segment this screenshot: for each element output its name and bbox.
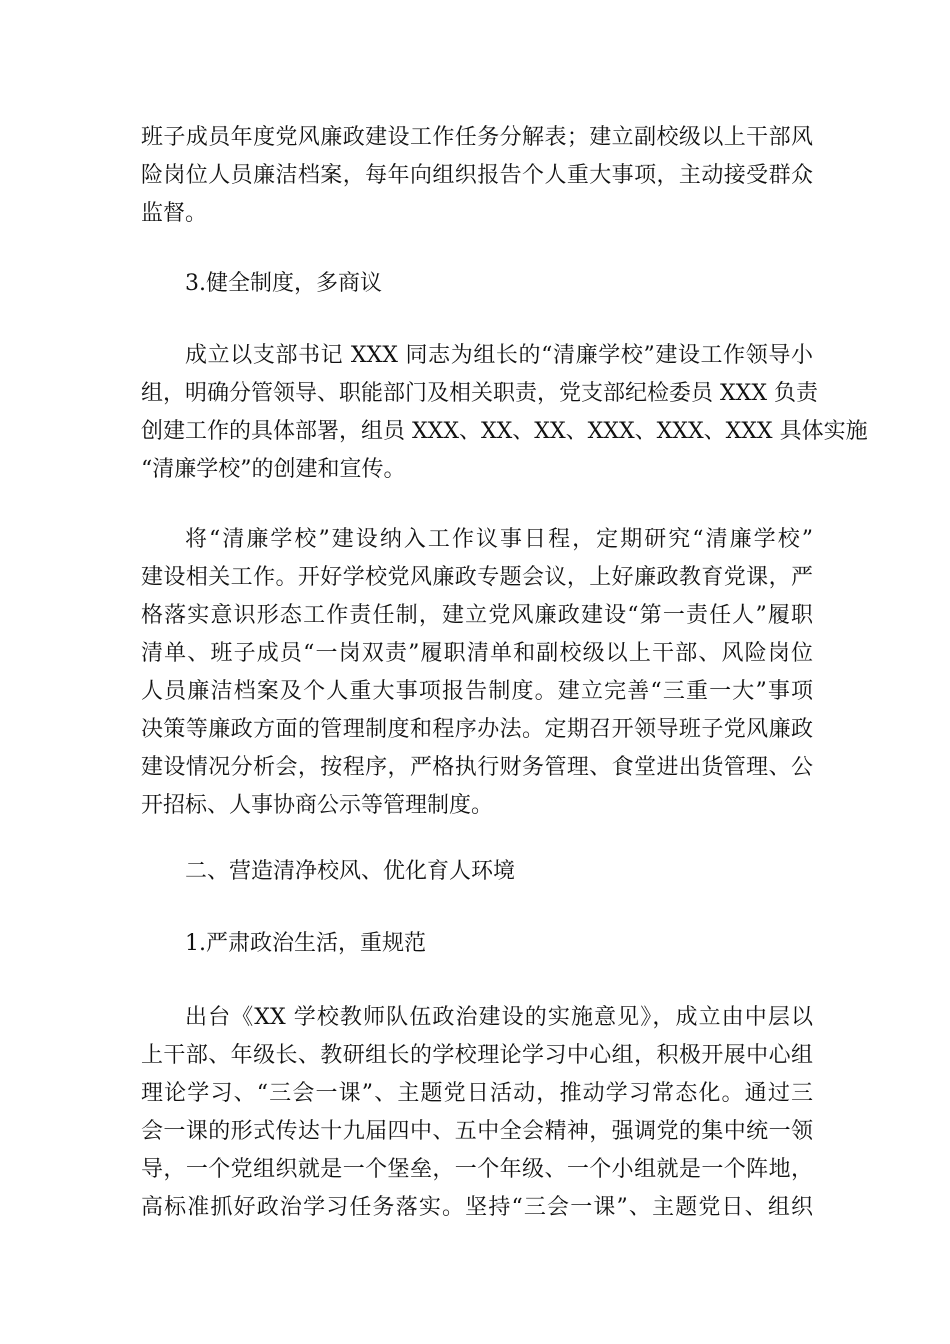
text-line: 组，明确分管领导、职能部门及相关职责，党支部纪检委员 XXX 负责 [141, 381, 818, 406]
text-line: 将“清廉学校”建设纳入工作议事日程，定期研究“清廉学校” [185, 527, 813, 552]
text-line: 成立以支部书记 XXX 同志为组长的“清廉学校”建设工作领导小 [185, 343, 813, 368]
text-line: 格落实意识形态工作责任制，建立党风廉政建设“第一责任人”履职 [141, 603, 813, 628]
text-line: 会一课的形式传达十九届四中、五中全会精神，强调党的集中统一领 [141, 1119, 813, 1144]
text-line: 出台《XX 学校教师队伍政治建设的实施意见》，成立由中层以 [185, 1005, 813, 1030]
text-line: 清单、班子成员“一岗双责”履职清单和副校级以上干部、风险岗位 [141, 641, 813, 666]
paragraph-3 [141, 521, 813, 825]
text-line: 险岗位人员廉洁档案，每年向组织报告个人重大事项，主动接受群众 [141, 163, 813, 188]
text-line: 人员廉洁档案及个人重大事项报告制度。建立完善“三重一大”事项 [141, 679, 813, 704]
heading-text: 二、营造清净校风、优化育人环境 [185, 859, 516, 884]
text-line: 监督。 [141, 201, 208, 226]
section-heading-2 [141, 853, 813, 891]
heading-text: 1.严肃政治生活，重规范 [185, 931, 426, 956]
text-line: “清廉学校”的创建和宣传。 [141, 457, 406, 482]
text-line: 开招标、人事协商公示等管理制度。 [141, 793, 494, 818]
paragraph-1 [141, 119, 813, 233]
section-heading-3 [141, 265, 813, 303]
text-line: 班子成员年度党风廉政建设工作任务分解表；建立副校级以上干部风 [141, 125, 813, 150]
text-line: 创建工作的具体部署，组员 XXX、XX、XX、XXX、XXX、XXX 具体实施 [141, 419, 868, 444]
heading-text: 3.健全制度，多商议 [185, 271, 382, 296]
paragraph-2 [141, 337, 868, 489]
text-line: 建设情况分析会，按程序，严格执行财务管理、食堂进出货管理、公 [141, 755, 813, 780]
text-line: 导，一个党组织就是一个堡垒，一个年级、一个小组就是一个阵地， [141, 1157, 813, 1182]
text-line: 上干部、年级长、教研组长的学校理论学习中心组，积极开展中心组 [141, 1043, 813, 1068]
text-line: 建设相关工作。开好学校党风廉政专题会议，上好廉政教育党课，严 [141, 565, 813, 590]
subsection-heading-1 [141, 925, 813, 963]
text-line: 高标准抓好政治学习任务落实。坚持“三会一课”、主题党日、组织 [141, 1195, 813, 1220]
paragraph-4 [141, 999, 813, 1227]
text-line: 决策等廉政方面的管理制度和程序办法。定期召开领导班子党风廉政 [141, 717, 813, 742]
text-line: 理论学习、“三会一课”、主题党日活动，推动学习常态化。通过三 [141, 1081, 813, 1106]
